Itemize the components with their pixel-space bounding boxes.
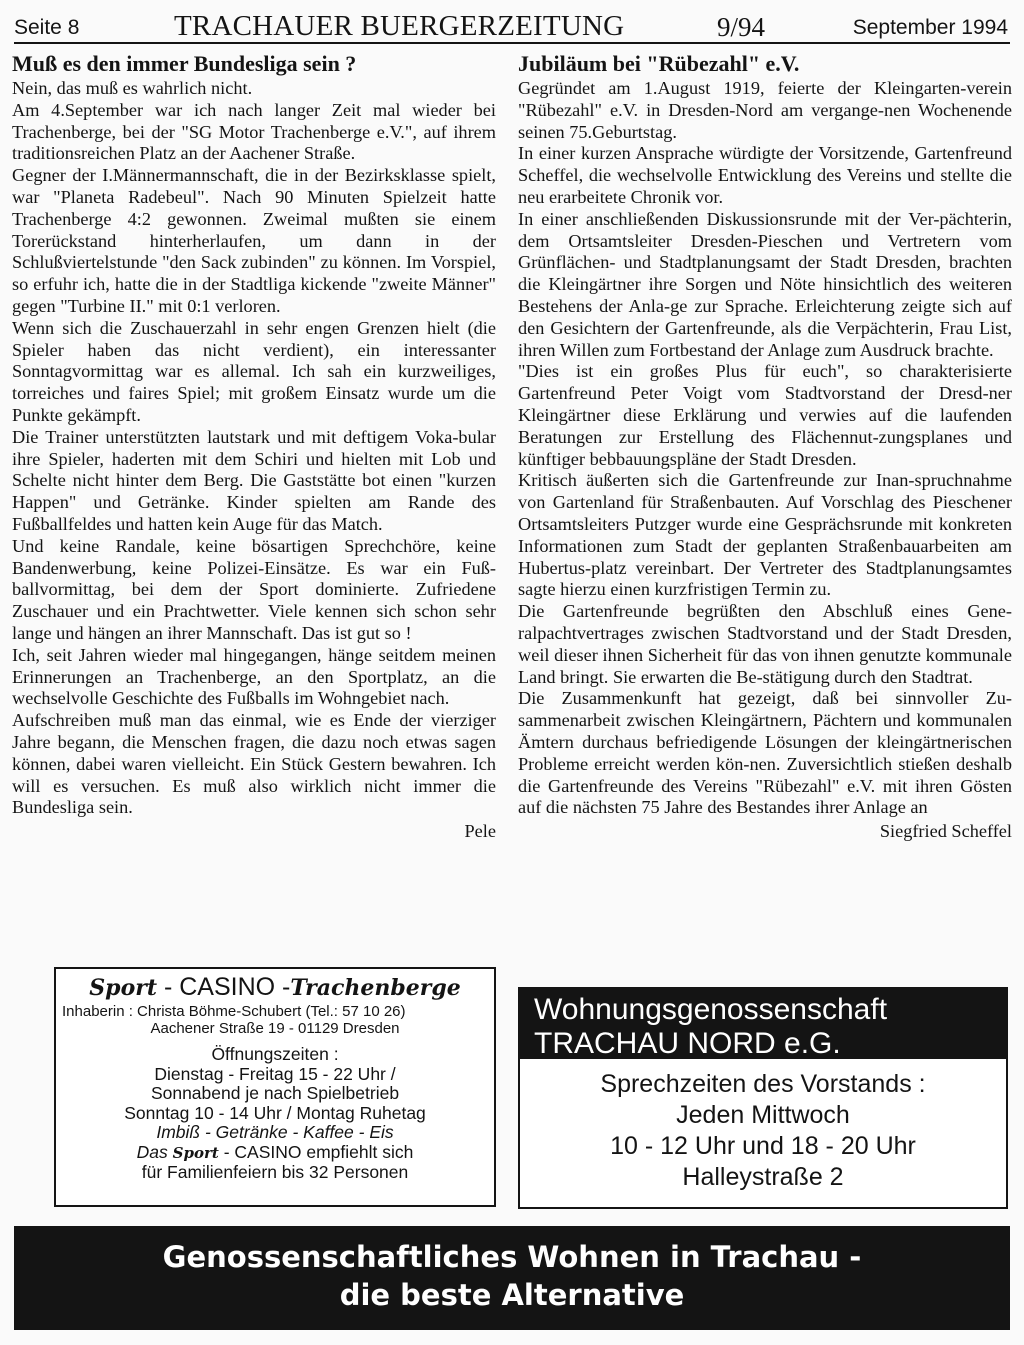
article-paragraph: Gegründet am 1.August 1919, feierte der Kleingarten-verein "Rübezahl" e.V. in Dresden-Nord am vergange-nen Wochenende seinen 75.Geburtstag. [518,78,1012,142]
casino-logo-sport: Sport [89,975,157,1001]
bottom-banner [14,1226,1010,1330]
wg-name: Wohnungsgenossenschaft [534,993,888,1026]
article-paragraph: In einer kurzen Ansprache würdigte der Vorsitzende, Gartenfreund Scheffel, die wechselvolle Entwicklung des Vereins und stellte die neu erarbeitete Chronik vor. [518,143,1012,207]
article-paragraph: Wenn sich die Zuschauerzahl in sehr engen Grenzen hielt (die Spieler haben das nicht verdient), ein interessanter Sonntagvormittag war es allemal. Ich sah ein kurzweiliges, torreiches und faires Spiel; mit großem Einsatz wurde um die Punkte gekämpft. [12,317,496,425]
article-paragraph: Gegner der I.Männermannschaft, die in der Bezirksklasse spielt, war "Planeta Radebeul". Nach 90 Minuten Spielzeit hatte Trachenberge 4:2 gewonnen. Zweimal mußten sie einem Torerückstand hinterherlaufen, um dann in der Schlußviertelstunde "den Sack zubinden" zu können. Im Vorspiel, so erfuhr ich, hatte die in der Stadtliga kickende "zweite Männer" gegen "Turbine II." mit 0:1 verloren. [12,165,496,316]
wg-office-day: Jeden Mittwoch [676,1101,850,1129]
article-paragraph: Die Gartenfreunde begrüßten den Abschluß eines Gene-ralpachtvertrages zwischen Stadtvorstand und der Stadt Dresden, weil dieser ihnen Sicherheit für das von ihnen genutzte kommunale Land bringt. Sie erwarten die Be-stätigung durch den Stadtrat. [518,601,1012,687]
article-author: Pele [464,821,496,842]
article-paragraph: Am 4.September war ich nach langer Zeit mal wieder bei Trachenberge, bei der "SG Motor Trachenberge e.V.", auf ihrem traditionsreichen Platz an der Aachener Straße. [12,99,496,164]
opening-hours-label: Öffnungszeiten : [211,1044,339,1064]
wg-ad-body [520,1059,1006,1193]
article-paragraph: Ich, seit Jahren wieder mal hingegangen, hänge seitdem meinen Erinnerungen an Trachenberge, an den Sportplatz, an die wechselvolle Geschichte des Fußballs im Wohngebiet nach. [12,644,496,709]
newspaper-title: TRACHAUER BUERGERZEITUNG [174,10,625,42]
article-paragraph: Nein, das muß es wahrlich nicht. [12,78,253,98]
banner-line: Genossenschaftliches Wohnen in Trachau - [162,1240,862,1274]
article-bundesliga [12,52,496,843]
page-header [14,8,1010,44]
article-ruebezahl [518,52,1012,843]
issue-number: 9/94 [717,12,766,42]
opening-hours-line: Sonnabend je nach Spielbetrieb [150,1083,400,1103]
article-paragraph: In einer anschließenden Diskussionsrunde mit der Ver-pächterin, dem Ortsamtsleiter Dresden-Pieschen und Vertretern vom Grünflächen- und Stadtplanungsamt der Stadt Dresden, brachten die Kleingärtner ihre Sorgen und Nöte hinsichtlich des weiteren Bestehens der Anla-ge zur Sprache. Erleichterung zeigte sich auf den Gesichtern der Gartenfreunde, als die Verpächterin, Frau List, ihren Willen zum Fortbestand der Anlage zum Ausdruck brachte. [518,208,1012,360]
wg-address: Halleystraße 2 [682,1163,844,1191]
casino-owner: Inhaberin : Christa Böhme-Schubert (Tel.: 57 10 26) [62,1003,406,1020]
casino-ad-title [56,972,494,1003]
casino-offer: Imbiß - Getränke - Kaffee - Eis [156,1122,394,1142]
banner-line: die beste Alternative [339,1278,685,1312]
casino-recommendation: Das Sport - CASINO empfiehlt sich [136,1141,414,1162]
casino-details [56,1045,494,1183]
article-headline: Muß es den immer Bundesliga sein ? [12,51,357,76]
article-headline: Jubiläum bei "Rübezahl" e.V. [518,51,800,76]
article-paragraph: Die Trainer unterstützten lautstark und mit deftigem Voka-bular ihre Spieler, haderten mit dem Schiri und hielten mit Lob und Schelte nicht hinter dem Berg. Die Gaststätte bot einen "kurzen Happen" und Getränke. Kinder spielten am Rande des Fußballfeldes und hatten kein Auge für das Match. [12,426,496,534]
opening-hours-line: Dienstag - Freitag 15 - 22 Uhr / [154,1063,396,1084]
casino-recommendation-line: für Familienfeiern bis 32 Personen [141,1162,409,1182]
sport-casino-ad [54,967,496,1207]
article-paragraph: Kritisch äußerten sich die Gartenfreunde zur Inan-spruchnahme von Gartenland für Straßenbauten. Auf Vorschlag des Pieschener Ortsamtsleiters Putzger wurde eine Gesprächsrunde mit konkreten Informationen zum Stadt der geplanten Straßenbauarbeiten am Hubertus-platz vereinbart. Der Vertreter des Stadtplanungsamtes sagte hierzu einen kurzfristigen Termin zu. [518,470,1012,600]
wohnungsgenossenschaft-ad [518,987,1008,1209]
page-number: Seite 8 [14,16,80,39]
article-paragraph: "Dies ist ein großes Plus für euch", so charakterisierte Gartenfreund Peter Voigt vom Stadtvorstand der Dresd-ner Kleingärtner diese Erklärung und verwies auf die laufenden Beratungen zur Erstellung des Flächennut-zungsplanes und künftiger bebbauungspläne der Stadt Dresden. [518,361,1012,469]
article-author: Siegfried Scheffel [879,821,1012,842]
article-paragraph: Aufschreiben muß man das einmal, wie es Ende der vierziger Jahre begann, die Menschen fragen, die dazu noch etwas sagen können, dabei waren vielleicht. Ein Stück Gestern bewahren. Ich will es versuchen. Es muß also wirklich nicht immer die Bundesliga sein. [12,710,496,818]
article-paragraph: Die Zusammenkunft hat gezeigt, daß bei sinnvoller Zu-sammenarbeit zwischen Kleingärtnern, Pächtern und kommunalen Ämtern durchaus befriedigende Lösungen der kleingärtnerischen Probleme erreicht werden kön-nen. Zuversichtlich stießen deshalb die Gartenfreunde des Vereins "Rübezahl" e.V. mit ihren Gösten auf die nächsten 75 Jahre des Bestandes ihrer Anlage an [518,688,1012,818]
casino-name: - CASINO - [157,973,291,1001]
article-paragraph: Und keine Randale, keine bösartigen Sprechchöre, keine Bandenwerbung, keine Polizei-Einsätze. Es war ein Fuß-ballvormittag, bei dem der Sport dominierte. Zufriedene Zuschauer und ein Prachtwetter. Viele kennen sich schon sehr lange und hängen an ihrer Mannschaft. Das ist gut so ! [12,535,496,643]
wg-office-times: 10 - 12 Uhr und 18 - 20 Uhr [610,1132,916,1160]
wg-name-line2: TRACHAU NORD e.G. [534,1027,841,1060]
opening-hours-line: Sonntag 10 - 14 Uhr / Montag Ruhetag [124,1102,426,1123]
casino-logo-trachenberge: Trachenberge [290,975,461,1001]
issue-date: September 1994 [852,16,1008,39]
wg-office-hours-label: Sprechzeiten des Vorstands : [600,1070,926,1098]
casino-address: Aachener Straße 19 - 01129 Dresden [150,1020,400,1037]
wg-ad-header [520,989,1006,1059]
